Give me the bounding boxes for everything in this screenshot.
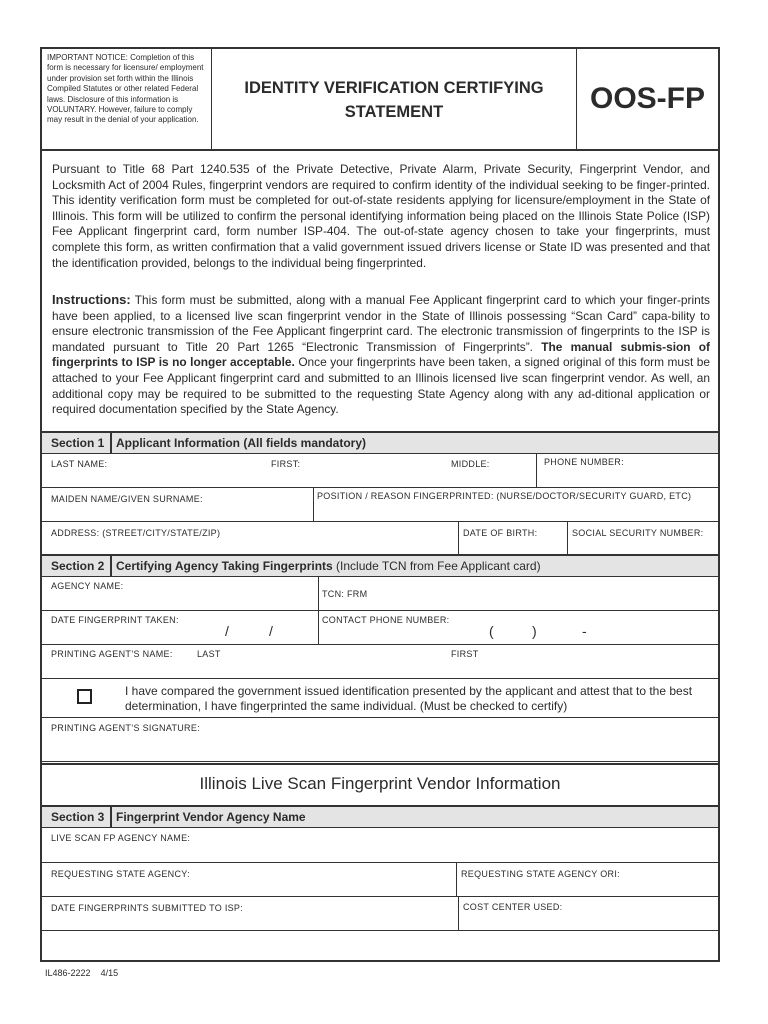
vendor-info-title: Illinois Live Scan Fingerprint Vendor Information [42, 763, 718, 805]
requesting-agency-ori-field[interactable]: REQUESTING STATE AGENCY ORI: [461, 869, 620, 879]
divider [318, 611, 319, 644]
requesting-agency-row [42, 863, 718, 897]
phone-dash: - [582, 623, 587, 639]
first-name-field[interactable]: FIRST: [271, 459, 301, 469]
submission-row [42, 897, 718, 931]
middle-name-field[interactable]: MIDDLE: [451, 459, 490, 469]
contact-phone-field[interactable]: CONTACT PHONE NUMBER: [322, 615, 450, 625]
agent-name-row [42, 645, 718, 679]
applicant-position-row [42, 488, 718, 522]
maiden-name-field[interactable]: MAIDEN NAME/GIVEN SURNAME: [51, 494, 203, 504]
important-notice: IMPORTANT NOTICE: Completion of this form is necessary for licensure/ employment under provision set forth within the Illinois Compiled Statutes or other related Federal laws. Disclosure of this information is VOLUNTARY. However, failure to comply may result in the denial of your application. [42, 49, 212, 149]
section-2-title-main: Certifying Agency Taking Fingerprints [116, 559, 333, 573]
certify-text: I have compared the government issued identification presented by the applicant and attest that to the best determination, I have fingerprinted the same individual. (Must be checked to certify) [125, 684, 693, 713]
section-2-header [42, 554, 718, 577]
section-1-header [42, 431, 718, 454]
divider [318, 577, 319, 610]
instructions-bold-text: The manual submis-sion of fingerprints to ISP is no longer acceptable. [52, 339, 710, 370]
section-3-header [42, 805, 718, 828]
section-2-title [116, 556, 541, 576]
date-slash-1: / [225, 623, 229, 639]
intro-paragraph: Pursuant to Title 68 Part 1240.535 of the Private Detective, Private Alarm, Private Security, Fingerprint Vendor, and Locksmith Act of 2004 Rules, fingerprint vendors are required to confirm identity of the individual seeking to be finger-printed. This identity verification form must be completed for out-of-state residents applying for licensure/employment in the State of Illinois. This form will be utilized to confirm the personal identifying information being placed on the Illinois State Police (ISP) Fee Applicant fingerprint card, form number ISP-404. The out-of-state agency chosen to take your fingerprints, must complete this form, as written confirmation that a valid government issued drivers license or State ID was presented and that the identification provided, belongs to the individual being fingerprinted. [52, 162, 710, 270]
tcn-field[interactable]: TCN: FRM [322, 589, 368, 599]
date-fingerprint-taken-field[interactable]: DATE FINGERPRINT TAKEN: [51, 615, 179, 625]
phone-paren-open: ( [489, 623, 494, 639]
form-header [42, 49, 718, 151]
address-field[interactable]: ADDRESS: (STREET/CITY/STATE/ZIP) [51, 528, 221, 538]
agent-first-label: FIRST [451, 649, 479, 659]
date-slash-2: / [269, 623, 273, 639]
position-reason-field[interactable]: POSITION / REASON FINGERPRINTED: (NURSE/DOCTOR/SECURITY GUARD, ETC) [317, 491, 692, 501]
live-scan-row [42, 828, 718, 863]
form-code: OOS-FP [589, 82, 705, 115]
applicant-address-row [42, 522, 718, 556]
section-3-title: Fingerprint Vendor Agency Name [116, 810, 306, 824]
form-page [40, 47, 720, 962]
certify-row [42, 679, 718, 718]
form-title-line1: IDENTITY VERIFICATION CERTIFYING [244, 79, 544, 97]
date-submitted-field[interactable]: DATE FINGERPRINTS SUBMITTED TO ISP: [51, 903, 244, 913]
section-1-title: Applicant Information (All fields mandatory) [116, 436, 367, 450]
phone-paren-close: ) [532, 623, 537, 639]
section-2-number: Section 2 [42, 556, 112, 576]
requesting-state-agency-field[interactable]: REQUESTING STATE AGENCY: [51, 869, 190, 879]
agency-name-field[interactable]: AGENCY NAME: [51, 581, 124, 591]
applicant-name-row [42, 454, 718, 488]
divider [313, 488, 314, 521]
divider [536, 454, 537, 487]
cost-center-field[interactable]: COST CENTER USED: [463, 902, 563, 912]
instructions-heading: Instructions: [52, 292, 131, 307]
section-3-number: Section 3 [42, 807, 112, 827]
instructions-text-1: This form must be submitted, along with a manual Fee Applicant fingerprint card to which your finger-prints have been applied, to a licensed live scan fingerprint vendor in the State of Illinois possessing “Scan Card” capa-bility to ensure electronic transmission of the Fee Applicant fingerprint card. The electronic transmission of fingerprints to the ISP is mandated pursuant to Title 20 Part 1265 “Electronic Transmission of Fingerprints”. [52, 293, 710, 354]
instructions-paragraph [52, 292, 710, 418]
form-title [212, 49, 577, 149]
instructions-text-2: Once your fingerprints have been taken, a signed original of this form must be attached to your Fee Applicant fingerprint card and submitted to an Illinois licensed live scan fingerprint vendor. As well, an additional copy may be required to be submitted to the requesting State Agency along with any ad-ditional application or required documentation specified by the State Agency. [52, 355, 711, 417]
section-1-number: Section 1 [42, 433, 112, 453]
printing-agent-name-field[interactable]: PRINTING AGENT’S NAME: [51, 649, 173, 659]
agency-name-row [42, 577, 718, 611]
section-2-title-note: (Include TCN from Fee Applicant card) [336, 559, 541, 573]
form-id: IL486-2222 [45, 968, 91, 978]
form-footer [45, 968, 118, 978]
date-phone-row [42, 611, 718, 645]
divider [567, 522, 568, 555]
phone-number-field[interactable]: PHONE NUMBER: [544, 457, 624, 467]
ssn-field[interactable]: SOCIAL SECURITY NUMBER: [572, 528, 704, 538]
printing-agent-signature-field[interactable]: PRINTING AGENT’S SIGNATURE: [51, 723, 200, 733]
last-name-field[interactable]: LAST NAME: [51, 459, 108, 469]
divider [456, 863, 457, 896]
divider [458, 522, 459, 555]
date-of-birth-field[interactable]: DATE OF BIRTH: [463, 528, 538, 538]
signature-row [42, 718, 718, 762]
form-title-line2: STATEMENT [344, 103, 444, 121]
certify-checkbox[interactable] [77, 689, 92, 704]
live-scan-agency-field[interactable]: LIVE SCAN FP AGENCY NAME: [51, 833, 191, 843]
divider [458, 897, 459, 930]
agent-last-label: LAST [197, 649, 221, 659]
form-date: 4/15 [100, 968, 119, 978]
